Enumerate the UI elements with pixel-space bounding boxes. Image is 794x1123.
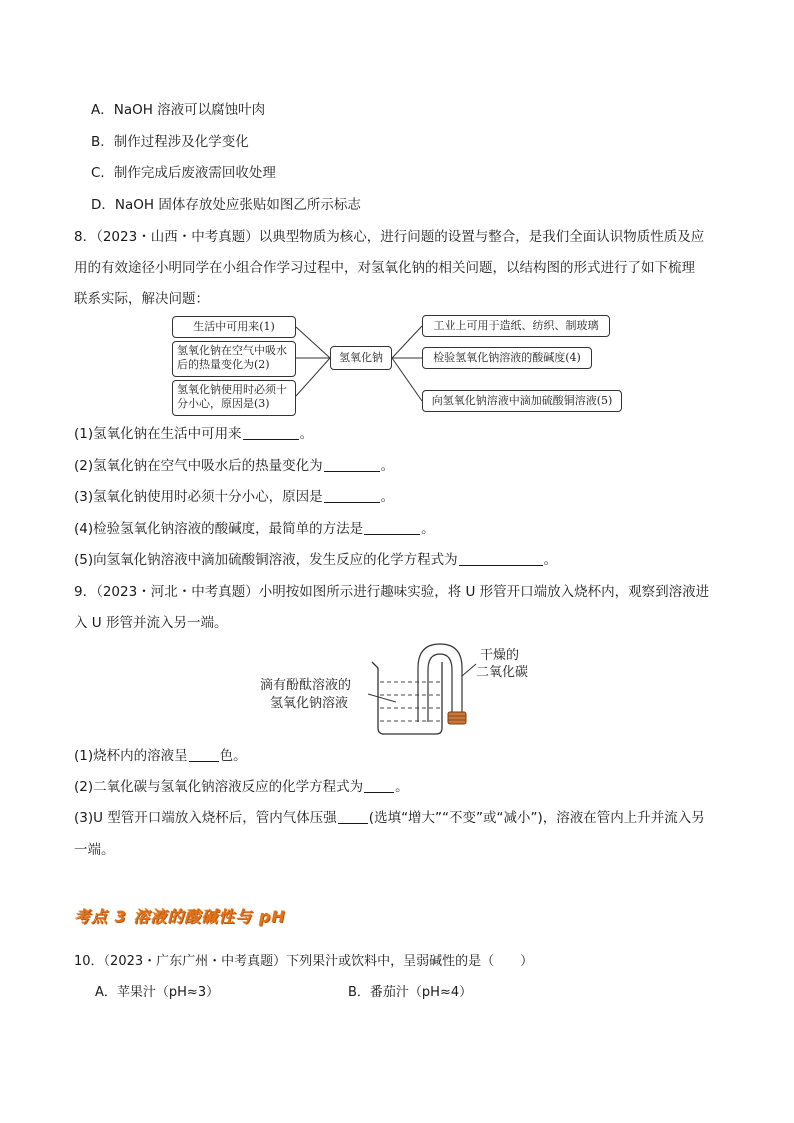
q9-sub1-suffix: 色。 — [219, 748, 247, 764]
q10-option-a: A．苹果汁（pH≈3） — [95, 985, 220, 1000]
q9-sub1-text: (1)烧杯内的溶液呈 — [74, 748, 188, 764]
q8-sub4-text: (4)检验氢氧化钠溶液的酸碱度，最简单的方法是 — [74, 521, 364, 537]
q8-sub5-text: (5)向氢氧化钠溶液中滴加硫酸铜溶液，发生反应的化学方程式为 — [74, 552, 458, 568]
solution-level — [380, 682, 440, 721]
q9-sub2-text: (2)二氧化碳与氢氧化钠溶液反应的化学方程式为 — [74, 779, 364, 795]
diagram-box-center: 氢氧化钠 — [330, 346, 392, 370]
q9-sub3-text-cont: (选填“增大”“不变”或“减小”)，溶液在管内上升并流入另 — [368, 810, 705, 826]
q7-option-a: A．NaOH 溶液可以腐蚀叶肉 — [91, 102, 266, 118]
answer-blank[interactable] — [189, 747, 219, 762]
q9-sub2 — [74, 777, 409, 797]
q8-sub1-text: (1)氢氧化钠在生活中可用来 — [74, 426, 242, 442]
q10-option-b: B．番茄汁（pH≈4） — [348, 985, 473, 1000]
period: 。 — [543, 552, 558, 568]
diagram-box-left2: 氢氧化钠在空气中吸水后的热量变化为(2) — [172, 341, 296, 377]
q9-sub3-text: (3)U 型管开口端放入烧杯后，管内气体压强 — [74, 810, 337, 826]
period: 。 — [380, 489, 395, 505]
diagram-box-right3: 向氢氧化钠溶液中滴加硫酸铜溶液(5) — [422, 390, 622, 412]
q7-option-c: C．制作完成后废液需回收处理 — [91, 165, 276, 181]
leader-line-right — [462, 664, 476, 676]
diagram-box-left1: 生活中可用来(1) — [172, 316, 296, 338]
q9-stem-line2: 入 U 形管并流入另一端。 — [74, 615, 228, 631]
diagram-box-right1: 工业上可用于造纸、纺织、制玻璃 — [422, 315, 610, 337]
q8-sub2-text: (2)氢氧化钠在空气中吸水后的热量变化为 — [74, 458, 323, 474]
period: 。 — [395, 779, 409, 795]
period: 。 — [380, 458, 395, 474]
q9-sub1 — [74, 746, 247, 766]
diagram-box-left3: 氢氧化钠使用时必须十分小心，原因是(3) — [172, 380, 296, 416]
q7-option-b: B．制作过程涉及化学变化 — [91, 134, 249, 150]
q7-option-d: D．NaOH 固体存放处应张贴如图乙所示标志 — [91, 197, 361, 213]
q9-sub3 — [74, 808, 705, 828]
q9-sub3-line2: 一端。 — [74, 842, 115, 858]
figure-label-right-line2: 二氧化碳 — [476, 665, 529, 680]
q8-stem-line2: 用的有效途径小明同学在小组合作学习过程中，对氢氧化钠的相关问题，以结构图的形式进行了如下梳理 — [74, 260, 695, 276]
period: 。 — [421, 521, 435, 537]
u-tube-icon — [418, 644, 462, 722]
figure-label-right-line1: 干燥的 — [480, 648, 520, 663]
diagram-box-right2: 检验氢氧化钠溶液的酸碱度(4) — [422, 347, 592, 369]
answer-blank[interactable] — [364, 778, 394, 793]
stopper-icon — [448, 712, 466, 724]
q8-stem-line3: 联系实际，解决问题： — [74, 291, 209, 307]
section-heading: 考点 3 溶液的酸碱性与 pH — [74, 907, 286, 926]
q8-sub3-text: (3)氢氧化钠使用时必须十分小心，原因是 — [74, 489, 323, 505]
figure-label-left-line1: 滴有酚酞溶液的 — [260, 678, 352, 693]
answer-blank[interactable] — [338, 809, 368, 824]
q8-stem-line1: 8．（2023・山西・中考真题）以典型物质为核心，进行问题的设置与整合，是我们全面认识物质性质及应 — [74, 229, 705, 245]
figure-label-left-line2: 氢氧化钠溶液 — [270, 696, 349, 711]
q10-stem: 10．（2023・广东广州・中考真题）下列果汁或饮料中，呈弱碱性的是（ ） — [74, 954, 534, 969]
q9-stem-line1: 9．（2023・河北・中考真题）小明按如图所示进行趣味实验，将 U 形管开口端放入烧杯内，观察到溶液进 — [74, 584, 710, 600]
period: 。 — [299, 426, 314, 442]
